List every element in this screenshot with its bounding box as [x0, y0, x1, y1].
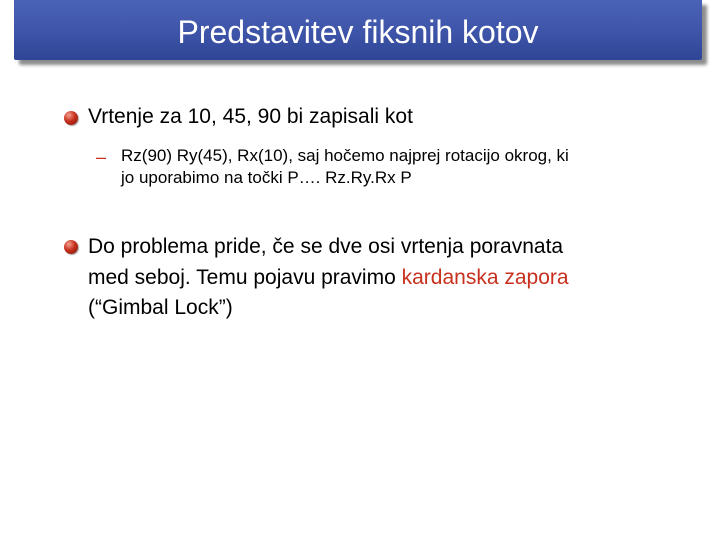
sub-bullet-dash-icon: –	[96, 147, 107, 167]
sub-bullet-line-2: jo uporabimo na točki P…. Rz.Ry.Rx P	[121, 168, 412, 187]
bullet-2-line-2-text: med seboj. Temu pojavu pravimo	[88, 266, 402, 289]
title-bar	[14, 0, 702, 60]
bullet-1-text: Vrtenje za 10, 45, 90 bi zapisali kot	[88, 105, 413, 128]
slide-title: Predstavitev fiksnih kotov	[177, 14, 539, 50]
bullet-2-icon	[64, 240, 78, 254]
bullet-1-icon	[64, 111, 78, 125]
bullet-2-line-3: (“Gimbal Lock”)	[88, 296, 233, 319]
sub-bullet-line-1: Rz(90) Ry(45), Rx(10), saj hočemo najprej rotacijo okrog, ki	[121, 146, 569, 165]
bullet-2-line-2	[88, 263, 569, 293]
kardanska-zapora-highlight: kardanska zapora	[401, 266, 569, 289]
bullet-2-line-1: Do problema pride, če se dve osi vrtenja poravnata	[88, 235, 564, 258]
